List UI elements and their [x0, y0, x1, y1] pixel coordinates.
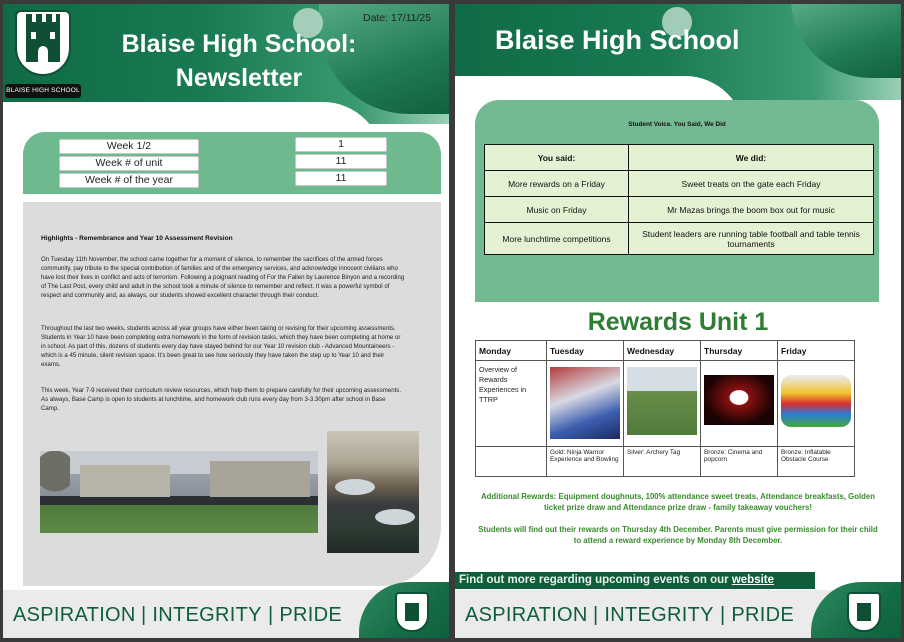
rewards-schedule-table — [475, 340, 855, 477]
crest-door — [38, 46, 48, 62]
student-voice-title: Student Voice. You Said, We Did — [628, 121, 726, 128]
additional-rewards-text: Additional Rewards: Equipment doughnuts, 100% attendance sweet treats, Attendance breakfasts, Golden ticket prize draw and Attendance prize draw - family takeaway vouchers! — [481, 492, 875, 512]
newsletter-page-right — [455, 4, 901, 638]
motto-integrity: | INTEGRITY — [593, 604, 714, 626]
newsletter-date: Date: 17/11/25 — [363, 12, 432, 24]
rewards-notice-text: Students will find out their rewards on Thursday 4th December. Parents must give permission for their child to attend a reward experience by Monday 8th December. — [478, 525, 878, 545]
reward-caption — [476, 447, 547, 477]
highlights-title: Highlights - Remembrance and Year 10 Assessment Revision — [41, 235, 233, 242]
ninja-warrior-image — [550, 367, 620, 439]
week-info-panel — [23, 132, 441, 194]
reward-caption: Bronze: Cinema and popcorn — [701, 447, 778, 477]
we-did-cell: Mr Mazas brings the boom box out for music — [629, 197, 874, 223]
we-did-cell: Sweet treats on the gate each Friday — [629, 171, 874, 197]
friday-image-cell — [778, 361, 855, 447]
title-line-1: Blaise High School: — [121, 30, 357, 58]
school-title: Blaise High School — [495, 25, 740, 55]
table-header-row — [485, 145, 874, 171]
rewards-image-row — [476, 361, 855, 447]
reward-caption: Gold: Ninja Warrior Experience and Bowling — [547, 447, 624, 477]
motto-integrity: | INTEGRITY — [141, 604, 262, 626]
day-header: Friday — [778, 341, 855, 361]
school-crest-logo — [5, 6, 85, 102]
week-label: Week 1/2 — [59, 139, 199, 154]
week-value: 11 — [295, 171, 387, 186]
week-value: 11 — [295, 154, 387, 169]
you-said-cell: Music on Friday — [485, 197, 629, 223]
crest-window — [31, 32, 36, 39]
header-we-did: We did: — [629, 145, 874, 171]
find-out-text: Find out more regarding upcoming events on our — [459, 574, 732, 586]
week-value: 1 — [295, 137, 387, 152]
we-did-cell: Student leaders are running table football and table tennis tournaments — [629, 223, 874, 255]
motto-aspiration: ASPIRATION — [465, 604, 588, 626]
header-you-said: You said: — [485, 145, 629, 171]
header-curve — [455, 76, 745, 100]
photo-table — [375, 509, 415, 525]
table-row — [485, 171, 874, 197]
crest-label: BLAISE HIGH SCHOOL — [5, 84, 81, 98]
photo-building — [210, 461, 310, 497]
day-header: Thursday — [701, 341, 778, 361]
you-said-we-did-table — [484, 144, 874, 255]
inflatable-course-image — [781, 375, 851, 427]
remembrance-assembly-photo — [40, 451, 318, 533]
revision-club-photo — [327, 431, 419, 553]
motto-pride: | PRIDE — [268, 604, 342, 626]
footer-motto-bar — [455, 590, 901, 638]
reward-caption: Silver: Archery Tag — [624, 447, 701, 477]
motto-pride: | PRIDE — [720, 604, 794, 626]
cinema-image — [704, 375, 774, 425]
photo-building — [80, 465, 170, 497]
header-curve — [3, 102, 383, 124]
highlights-paragraph: On Tuesday 11th November, the school came together for a moment of silence, to remember the sacrifices of the armed forces community, pay tribute to the special contribution of families and of the emergency services, and acknowledge innocent civilians who have lost their lives in conflict and acts of terrorism. Following a poignant reading of For the Fallen by Laurence Binyon and a recording of The Last Post, every child and adult in the school took a minute of silence to remember and reflect. It was a powerful symbol of respect and community and, as always, our students showed excellent character through their conduct. — [41, 256, 405, 299]
footer-crest-icon — [395, 592, 429, 632]
day-header: Tuesday — [547, 341, 624, 361]
crest-window — [50, 32, 55, 39]
day-header: Wednesday — [624, 341, 701, 361]
reward-caption: Bronze: Inflatable Obstacle Course — [778, 447, 855, 477]
thursday-image-cell — [701, 361, 778, 447]
week-label: Week # of unit — [59, 156, 199, 171]
monday-overview: Overview of Rewards Experiences in TTRP — [476, 361, 547, 447]
footer-crest-icon — [847, 592, 881, 632]
wednesday-image-cell — [624, 361, 701, 447]
you-said-cell: More lunchtime competitions — [485, 223, 629, 255]
rewards-title: Rewards Unit 1 — [587, 308, 769, 336]
find-out-more-banner — [455, 572, 815, 589]
table-row — [485, 223, 874, 255]
photo-table — [335, 479, 375, 495]
highlights-paragraph: Throughout the last two weeks, students across all year groups have either been taking or revising for their upcoming assessments. Students in Year 10 have been completing extra homework in the form of revision tasks, which they have been completing at home or in school. As part of this, dozens of students every day have stayed behind for our Year 10 revision club - Advanced Mountaineers - which is a 45 minute, silent revision space. It's been great to see how seriously they have taken the step up to Year 10 and their exams. — [41, 325, 401, 368]
highlights-paragraph: This week, Year 7-9 received their curriculum review resources, which help them to prepare carefully for their upcoming assessments. As always, Base Camp is open to students at lunchtime, and homework club runs every day from 3-3.30pm after school in Base Camp. — [41, 387, 402, 412]
archery-tag-image — [627, 367, 697, 435]
tuesday-image-cell — [547, 361, 624, 447]
day-header: Monday — [476, 341, 547, 361]
student-voice-panel — [475, 100, 879, 302]
footer-motto-bar — [3, 590, 449, 638]
you-said-cell: More rewards on a Friday — [485, 171, 629, 197]
website-link[interactable]: website — [731, 574, 775, 586]
title-line-2: Newsletter — [175, 64, 303, 92]
newsletter-title — [89, 27, 389, 95]
newsletter-page-left — [3, 4, 449, 638]
rewards-caption-row — [476, 447, 855, 477]
motto-aspiration: ASPIRATION — [13, 604, 136, 626]
photo-tree — [40, 451, 70, 501]
week-label: Week # of the year — [59, 173, 199, 188]
table-row — [485, 197, 874, 223]
header-band — [455, 4, 901, 100]
rewards-header-row — [476, 341, 855, 361]
header-band — [3, 4, 449, 124]
